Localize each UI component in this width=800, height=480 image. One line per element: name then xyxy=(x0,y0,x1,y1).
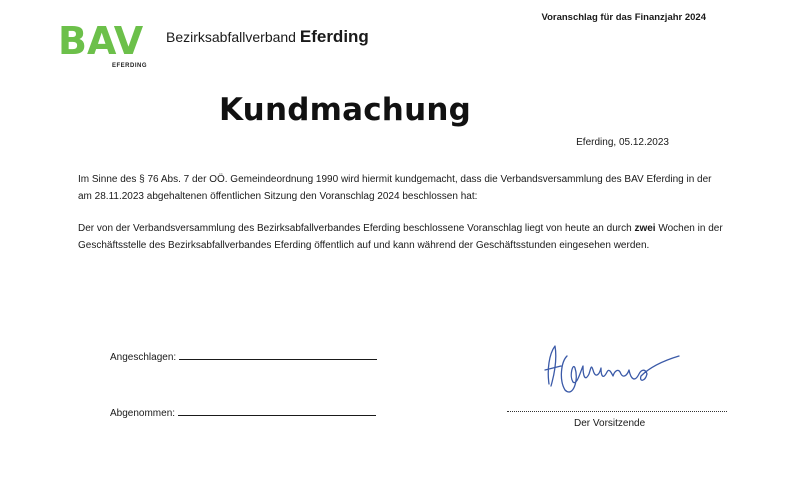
document-title: Kundmachung xyxy=(219,92,472,128)
logo-letters: BAV xyxy=(58,19,144,63)
received-label: Abgenommen: xyxy=(110,408,176,419)
organization-name xyxy=(166,27,369,47)
chair-label: Der Vorsitzende xyxy=(574,418,646,429)
org-name-bold: Eferding xyxy=(299,27,369,46)
place-date: Eferding, 05.12.2023 xyxy=(576,137,669,148)
paragraph-announcement: Im Sinne des § 76 Abs. 7 der OÖ. Gemeindeordnung 1990 wird hiermit kundgemacht, dass die Verbandsversammlung des BAV Eferding in der am 28.11.2023 abgehaltenen öffentlichen Sitzung den Voranschlag 2024 beschlossen hat: xyxy=(78,174,712,202)
received-row xyxy=(110,404,376,419)
posted-line xyxy=(179,348,377,360)
logo-subtext: EFERDING xyxy=(112,63,148,69)
posted-row xyxy=(110,348,377,363)
received-line xyxy=(178,404,376,416)
org-name-prefix: Bezirksabfallverband xyxy=(166,29,296,45)
paragraph-inspection-end: Wochen in der Geschäftsstelle des Bezirksabfallverbandes Eferding öffentlich auf und kann während der Geschäftsstunden eingesehen werden. xyxy=(78,223,723,251)
bav-logo xyxy=(58,14,158,70)
signature-dotted-line xyxy=(507,411,727,412)
paragraph-inspection-bold: zwei xyxy=(634,223,656,234)
bav-logo-icon xyxy=(58,14,158,70)
budget-year-label: Voranschlag für das Finanzjahr 2024 xyxy=(541,12,706,23)
paragraph-inspection xyxy=(78,220,728,254)
posted-label: Angeschlagen: xyxy=(110,352,177,363)
signature-icon xyxy=(535,340,685,400)
paragraph-inspection-start: Der von der Verbandsversammlung des Bezirksabfallverbandes Eferding beschlossene Voranschlag liegt von heute an durch xyxy=(78,223,635,234)
signature xyxy=(535,340,685,400)
signature-stroke xyxy=(545,346,679,392)
